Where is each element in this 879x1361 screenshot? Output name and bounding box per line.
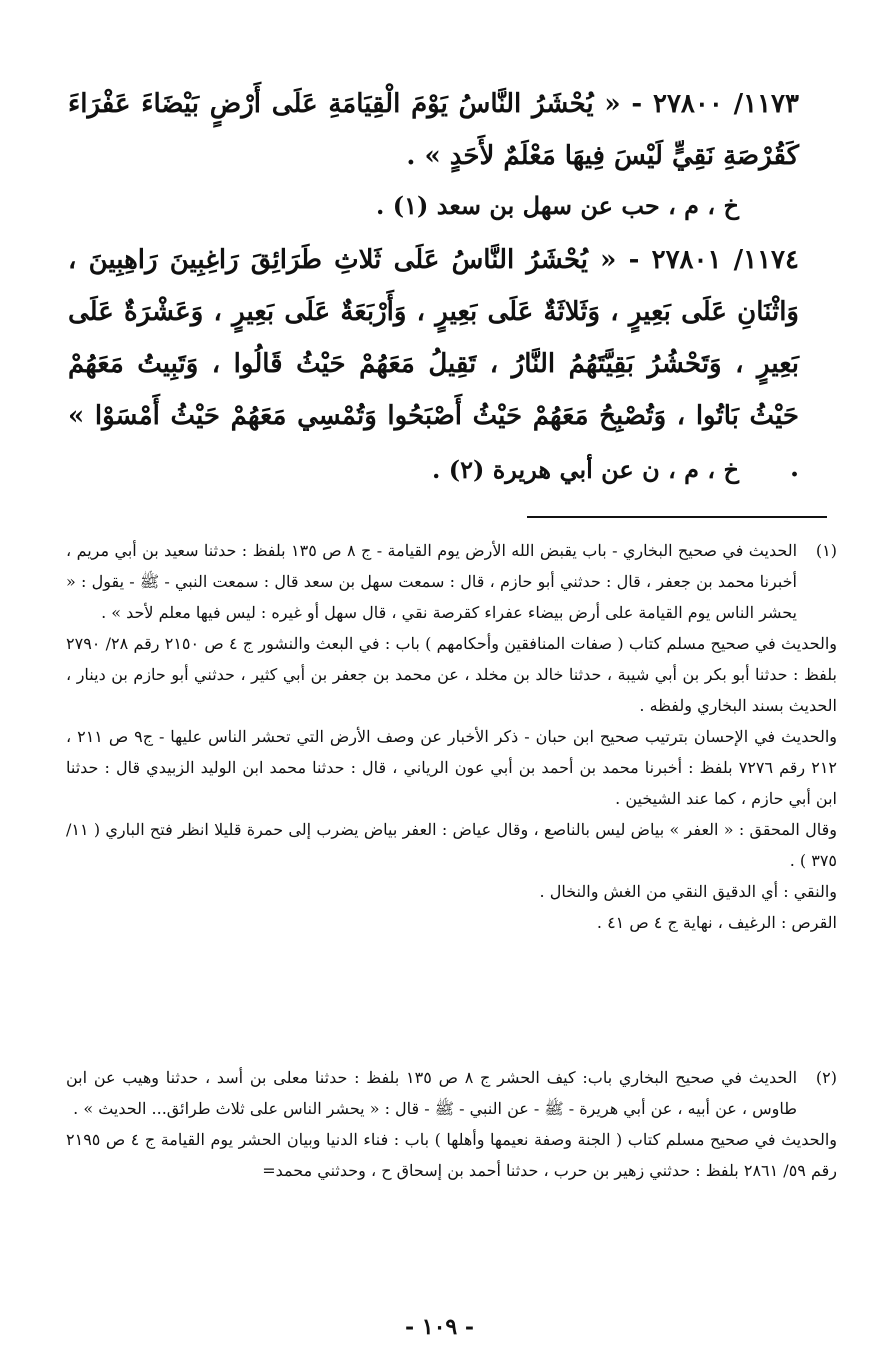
footnote-paragraph: وقال المحقق : « العفر » بياض ليس بالناصع ، وقال عياض : العفر بياض يضرب إلى حمرة قليلا انظر فتح الباري ( ١١/ ٣٧٥ ) . — [66, 820, 837, 870]
footnote-2 — [66, 1062, 837, 1186]
hadith-text: - « يُحْشَرُ النَّاسُ عَلَى ثَلاثِ طَرَائِقَ رَاغِبِينَ رَاهِبِينَ ، وَاثْنَانِ عَلَى بَعِيرٍ ، وَثَلاثَةٌ عَلَى بَعِيرٍ ، وَأَرْبَعَةٌ عَلَى بَعِيرٍ ، وَعَشْرَةٌ عَلَى بَعِيرٍ ، وَتَحْشُرُ بَقِيَّتَهُمُ النَّارُ ، تَقِيلُ مَعَهُمْ حَيْثُ قَالُوا ، وَتَبِيتُ مَعَهُمْ حَيْثُ بَاتُوا ، وَتُصْبِحُ مَعَهُمْ حَيْثُ أَصْبَحُوا وَتُمْسِي مَعَهُمْ حَيْثُ أَمْسَوْا » . — [68, 245, 799, 483]
footnote-paragraph: والحديث في صحيح مسلم كتاب ( صفات المنافقين وأحكامهم ) باب : في البعث والنشور ج ٤ ص ٢١٥٠ رقم ٢٨/ ٢٧٩٠ بلفظ : حدثنا أبو بكر بن أبي شيبة ، حدثنا خالد بن مخلد ، عن محمد بن جعفر بن أبي كثير ، حدثني أبو حازم بن دينار ، الحديث بسند البخاري ولفظه . — [66, 634, 837, 715]
footnote-paragraph: والنقي : أي الدقيق النقي من الغش والنخال . — [539, 882, 837, 901]
footnote-paragraph: القرص : الرغيف ، نهاية ج ٤ ص ٤١ . — [596, 913, 837, 932]
footnote-1 — [66, 535, 837, 938]
hadith-1173 — [68, 78, 799, 182]
footnote-marker: (٢) — [815, 1068, 837, 1087]
hadith-source: خ ، م ، ن عن أبي هريرة (٢) . — [432, 455, 739, 484]
footnote-paragraph: والحديث في صحيح مسلم كتاب ( الجنة وصفة نعيمها وأهلها ) باب : فناء الدنيا وبيان الحشر يوم القيامة ج ٤ ص ٢١٩٥ رقم ٥٩/ ٢٨٦١ بلفظ : حدثني زهير بن حرب ، حدثنا أحمد بن إسحاق ح ، وحدثني محمد= — [66, 1130, 838, 1180]
page-number: - ١٠٩ - — [404, 1314, 475, 1340]
footnote-paragraph: الحديث في صحيح البخاري - باب يقبض الله الأرض يوم القيامة - ج ٨ ص ١٣٥ بلفظ : حدثنا سعيد بن أبي مريم ، أخبرنا محمد بن جعفر ، قال : حدثني أبو حازم ، قال : سمعت سهل بن سعد قال : سمعت النبي - ﷺ - يقول : « يحشر الناس يوم القيامة على أرض بيضاء عفراء كقرصة نقي ، قال سهل أو غيره : ليس فيها معلم لأحد » . — [66, 541, 798, 622]
footnote-paragraph: الحديث في صحيح البخاري باب: كيف الحشر ج ٨ ص ١٣٥ بلفظ : حدثنا معلى بن أسد ، حدثنا وهيب عن ابن طاوس ، عن أبيه ، عن أبي هريرة - ﷺ - عن النبي - ﷺ - قال : « يحشر الناس على ثلاث طرائق... الحديث » . — [66, 1068, 798, 1118]
footnote-paragraph: والحديث في الإحسان بترتيب صحيح ابن حبان - ذكر الأخبار عن وصف الأرض التي تحشر الناس عليها - ج٩ ص ٢١١ ، ٢١٢ رقم ٧٢٧٦ بلفظ : أخبرنا محمد بن أحمد بن أبي عون الرياني ، قال : حدثنا محمد ابن الوليد الزبيدي قال : حدثنا ابن أبي حازم ، كما عند الشيخين . — [66, 727, 838, 808]
hadith-number: ١١٧٤/ ٢٧٨٠١ — [651, 245, 799, 275]
hadith-source: خ ، م ، حب عن سهل بن سعد (١) . — [376, 191, 739, 220]
hadith-number: ١١٧٣/ ٢٧٨٠٠ — [653, 89, 799, 119]
footnote-divider — [527, 516, 827, 518]
footnote-marker: (١) — [815, 541, 837, 560]
hadith-text: - « يُحْشَرُ النَّاسُ يَوْمَ الْقِيَامَةِ عَلَى أَرْضٍ بَيْضَاءَ عَفْرَاءَ كَقُرْصَةِ نَقِيٍّ لَيْسَ فِيهَا مَعْلَمٌ لأَحَدٍ » . — [68, 89, 799, 171]
